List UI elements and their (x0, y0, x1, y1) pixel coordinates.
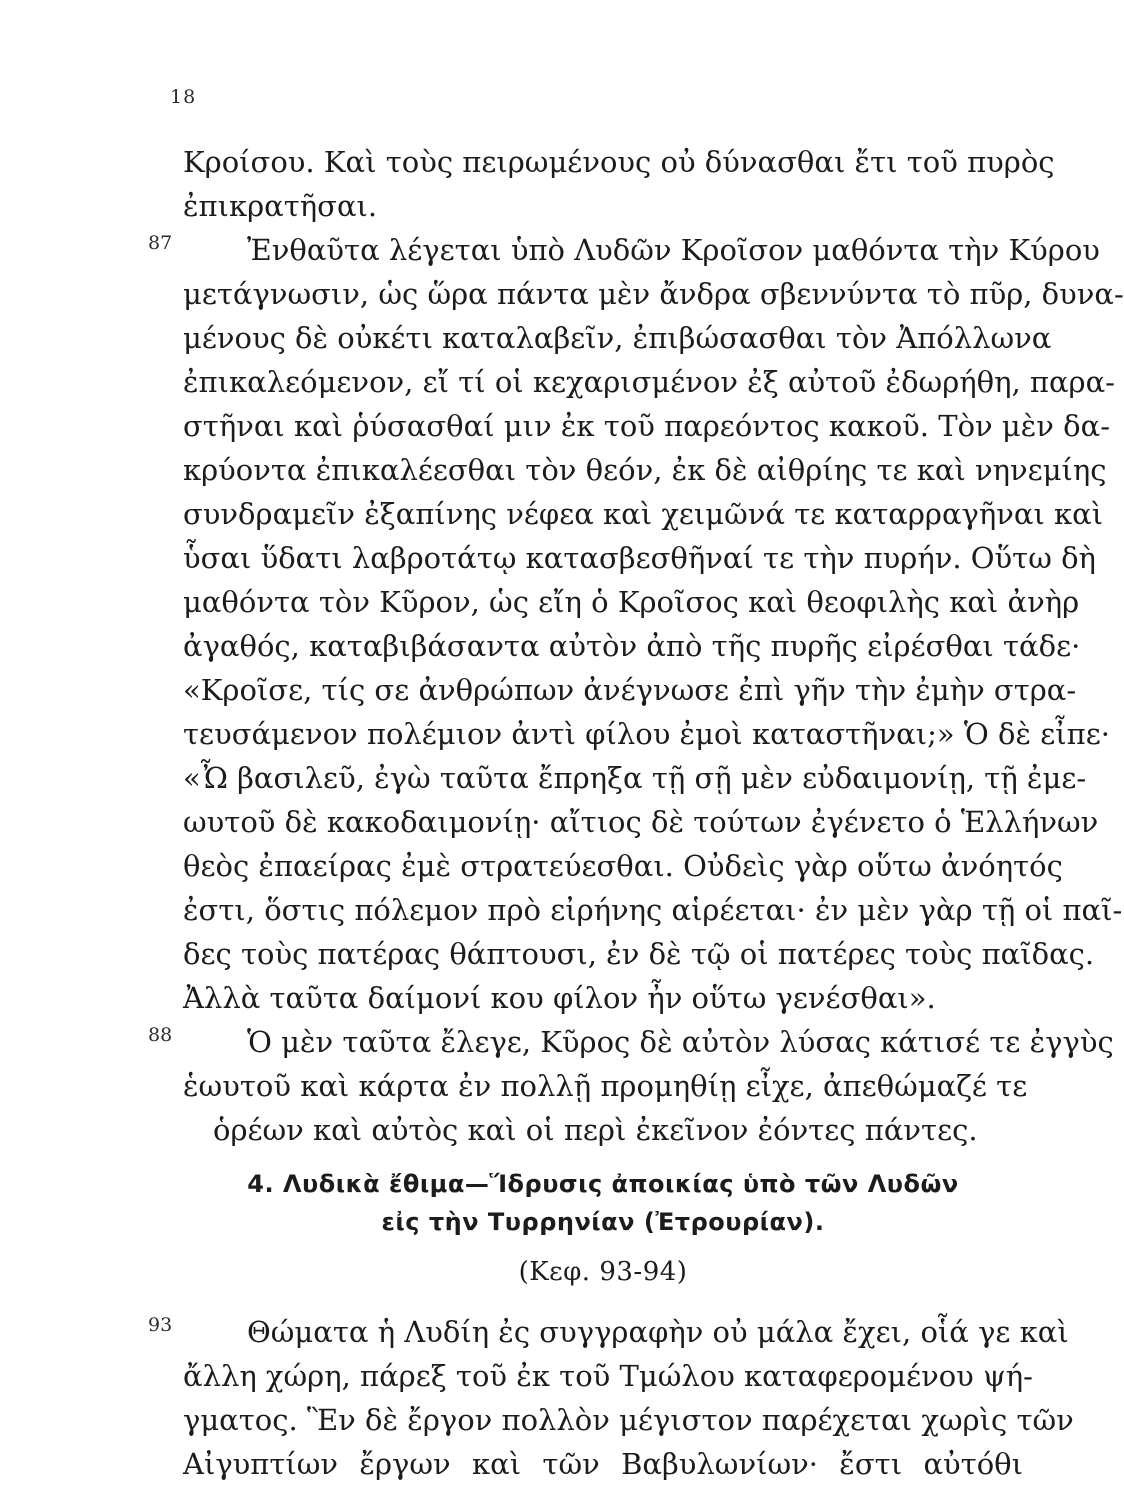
text-line: ἄλλη χώρη, πάρεξ τοῦ ἐκ τοῦ Τμώλου καταφερομένου ψή- (183, 1359, 1033, 1393)
text-line: μαθόντα τὸν Κῦρον, ὡς εἴη ὁ Κροῖσος καὶ θεοφιλὴς καὶ ἀνὴρ (183, 585, 1080, 619)
section-heading: 4. Λυδικὰ ἔθιμα—Ἵδρυσις ἀποικίας ὑπὸ τῶν Λυδῶν (247, 1170, 959, 1198)
text-line: Κροίσου. Καὶ τοὺς πειρωμένους οὐ δύνασθαι ἔτι τοῦ πυρὸς (183, 145, 1055, 179)
section-heading-continued: εἰς τὴν Τυρρηνίαν (Ἐτρουρίαν). (381, 1208, 825, 1236)
text-line: θεὸς ἐπαείρας ἐμὲ στρατεύεσθαι. Οὐδεὶς γὰρ οὕτω ἀνόητός (183, 849, 1063, 883)
text-line: Ἐνθαῦτα λέγεται ὑπὸ Λυδῶν Κροῖσον μαθόντα τὴν Κύρου (247, 233, 1100, 267)
page-number: 18 (170, 86, 197, 108)
chapter-number-88: 88 (148, 1024, 173, 1046)
chapter-number-87: 87 (148, 232, 173, 254)
chapter-range: (Κεφ. 93-94) (518, 1257, 688, 1287)
text-line: μένους δὲ οὐκέτι καταλαβεῖν, ἐπιβώσασθαι τὸν Ἀπόλλωνα (183, 321, 1052, 355)
text-line: ἐπικαλεόμενον, εἴ τί οἱ κεχαρισμένον ἐξ αὐτοῦ ἐδωρήθη, παρα- (183, 365, 1115, 399)
text-line: ἐστι, ὅστις πόλεμον πρὸ εἰρήνης αἱρέεται· ἐν μὲν γὰρ τῇ οἱ παῖ- (183, 893, 1123, 927)
text-line: τευσάμενον πολέμιον ἀντὶ φίλου ἐμοὶ καταστῆναι;» Ὁ δὲ εἶπε· (183, 717, 1110, 751)
text-line: «Ὦ βασιλεῦ, ἐγὼ ταῦτα ἔπρηξα τῇ σῇ μὲν εὐδαιμονίῃ, τῇ ἐμε- (183, 761, 1087, 795)
text-line: γματος. Ἓν δὲ ἔργον πολλὸν μέγιστον παρέχεται χωρὶς τῶν (183, 1403, 1074, 1437)
text-line: Ὁ μὲν ταῦτα ἔλεγε, Κῦρος δὲ αὐτὸν λύσας κάτισέ τε ἐγγὺς (247, 1025, 1114, 1059)
text-line: δες τοὺς πατέρας θάπτουσι, ἐν δὲ τῷ οἱ πατέρες τοὺς παῖδας. (183, 937, 1095, 971)
chapter-number-93: 93 (148, 1314, 173, 1336)
text-line: ἑωυτοῦ καὶ κάρτα ἐν πολλῇ προμηθίῃ εἶχε, ἀπεθώμαζέ τε (183, 1069, 1028, 1103)
text-line: «Κροῖσε, τίς σε ἀνθρώπων ἀνέγνωσε ἐπὶ γῆν τὴν ἐμὴν στρα- (183, 673, 1077, 707)
text-line: ὗσαι ὕδατι λαβροτάτῳ κατασβεσθῆναί τε τὴν πυρήν. Οὕτω δὴ (183, 541, 1096, 575)
text-line: ωυτοῦ δὲ κακοδαιμονίῃ· αἴτιος δὲ τούτων ἐγένετο ὁ Ἑλλήνων (183, 805, 1099, 839)
text-line: συνδραμεῖν ἐξαπίνης νέφεα καὶ χειμῶνά τε καταρραγῆναι καὶ (183, 497, 1104, 531)
text-line: μετάγνωσιν, ὡς ὥρα πάντα μὲν ἄνδρα σβεννύντα τὸ πῦρ, δυνα- (183, 277, 1124, 311)
text-line: Θώματα ἡ Λυδίη ἐς συγγραφὴν οὐ μάλα ἔχει, οἷά γε καὶ (247, 1315, 1069, 1349)
text-line: κρύοντα ἐπικαλέεσθαι τὸν θεόν, ἐκ δὲ αἰθρίης τε καὶ νηνεμίης (183, 453, 1107, 487)
text-line: Ἀλλὰ ταῦτα δαίμονί κου φίλον ἦν οὕτω γενέσθαι». (183, 981, 936, 1015)
text-line: ἀγαθός, καταβιβάσαντα αὐτὸν ἀπὸ τῆς πυρῆς εἰρέσθαι τάδε· (183, 629, 1081, 663)
text-line: ὁρέων καὶ αὐτὸς καὶ οἱ περὶ ἐκεῖνον ἐόντες πάντες. (213, 1113, 978, 1147)
text-line: στῆναι καὶ ῥύσασθαί μιν ἐκ τοῦ παρεόντος κακοῦ. Τὸν μὲν δα- (183, 409, 1110, 443)
text-line: ἐπικρατῆσαι. (183, 189, 378, 223)
text-line: Αἰγυπτίων ἔργων καὶ τῶν Βαβυλωνίων· ἔστι αὐτόθι (183, 1447, 1023, 1481)
